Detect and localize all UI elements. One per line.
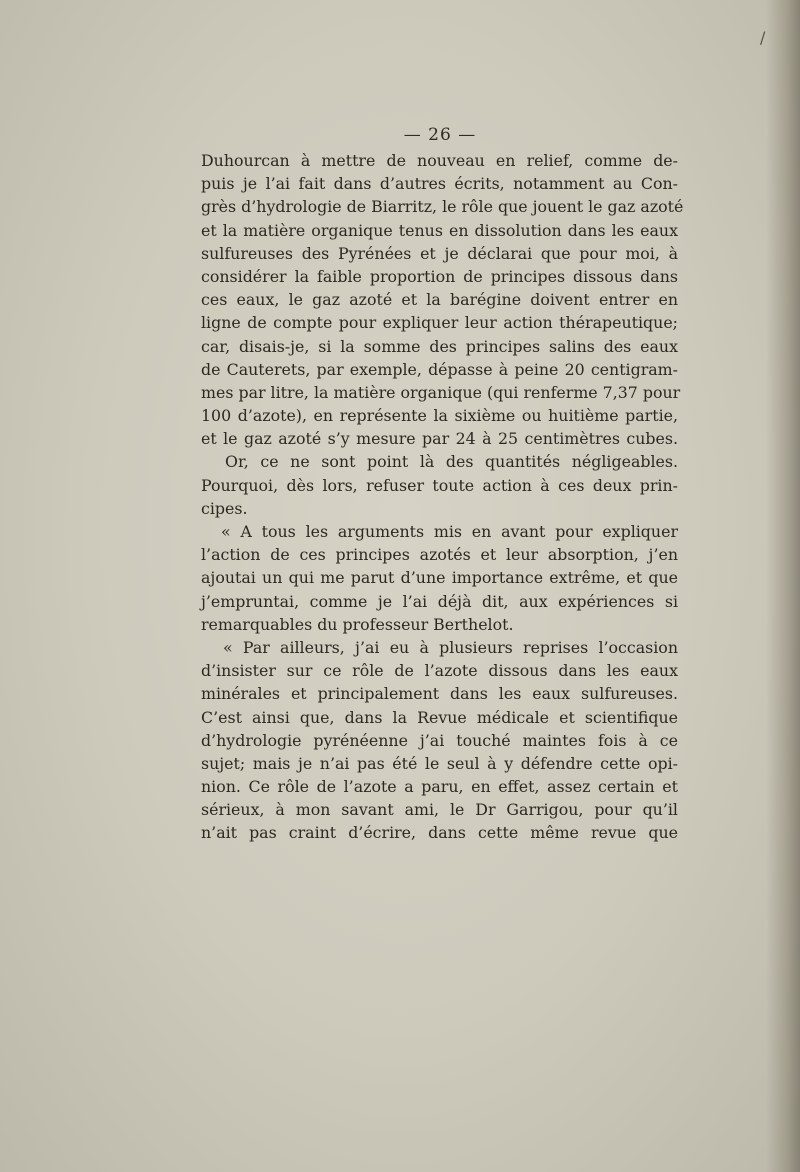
page-number: — 26 —	[403, 125, 477, 145]
page-edge-shadow	[766, 0, 800, 1172]
text-line: sulfureuses des Pyrénées et je déclarai que pour moi, à	[201, 243, 678, 263]
text-line: sujet; mais je n’ai pas été le seul à y défendre cette opi-	[201, 753, 678, 773]
text-line: considérer la faible proportion de principes dissous dans	[201, 266, 678, 286]
text-line: et le gaz azoté s’y mesure par 24 à 25 centimètres cubes.	[201, 429, 678, 449]
text-line: puis je l’ai fait dans d’autres écrits, notamment au Con-	[201, 174, 678, 194]
text-line: Pourquoi, dès lors, refuser toute action à ces deux prin-	[201, 475, 678, 495]
text-line: grès d’hydrologie de Biarritz, le rôle que jouent le gaz azoté	[201, 197, 684, 217]
body-text	[201, 149, 684, 845]
text-line: l’action de ces principes azotés et leur absorption, j’en	[201, 545, 678, 565]
text-line: remarquables du professeur Berthelot.	[201, 614, 514, 634]
text-line: Duhourcan à mettre de nouveau en relief, comme de-	[201, 151, 678, 170]
text-line: d’insister sur ce rôle de l’azote dissous dans les eaux	[201, 661, 678, 681]
text-line: ces eaux, le gaz azoté et la barégine doivent entrer en	[201, 290, 678, 310]
text-line: car, disais-je, si la somme des principes salins des eaux	[201, 336, 678, 356]
text-line: « Par ailleurs, j’ai eu à plusieurs reprises l’occasion	[223, 637, 678, 657]
text-line: nion. Ce rôle de l’azote a paru, en effet, assez certain et	[201, 777, 678, 797]
text-line: « A tous les arguments mis en avant pour expliquer	[221, 522, 678, 541]
text-line: sérieux, à mon savant ami, le Dr Garrigou, pour qu’il	[201, 800, 678, 820]
text-line: C’est ainsi que, dans la Revue médicale et scientifique	[201, 707, 678, 727]
text-line: de Cauterets, par exemple, dépasse à peine 20 centigram-	[201, 359, 678, 379]
corner-mark: /	[760, 28, 766, 47]
text-line: ajoutai un qui me parut d’une importance extrême, et que	[201, 568, 678, 588]
text-line: 100 d’azote), en représente la sixième ou huitième partie,	[201, 406, 678, 426]
text-line: d’hydrologie pyrénéenne j’ai touché maintes fois à ce	[201, 730, 678, 750]
text-line: cipes.	[201, 498, 248, 518]
text-line: j’empruntai, comme je l’ai déjà dit, aux expériences si	[201, 591, 678, 611]
text-line: minérales et principalement dans les eaux sulfureuses.	[201, 684, 678, 704]
text-line: et la matière organique tenus en dissolution dans les eaux	[201, 220, 678, 240]
text-line: Or, ce ne sont point là des quantités négligeables.	[225, 452, 678, 472]
text-line: n’ait pas craint d’écrire, dans cette même revue que	[201, 823, 678, 843]
text-line: mes par litre, la matière organique (qui renferme 7,37 pour	[201, 382, 681, 402]
text-line: ligne de compte pour expliquer leur action thérapeutique;	[201, 313, 678, 333]
